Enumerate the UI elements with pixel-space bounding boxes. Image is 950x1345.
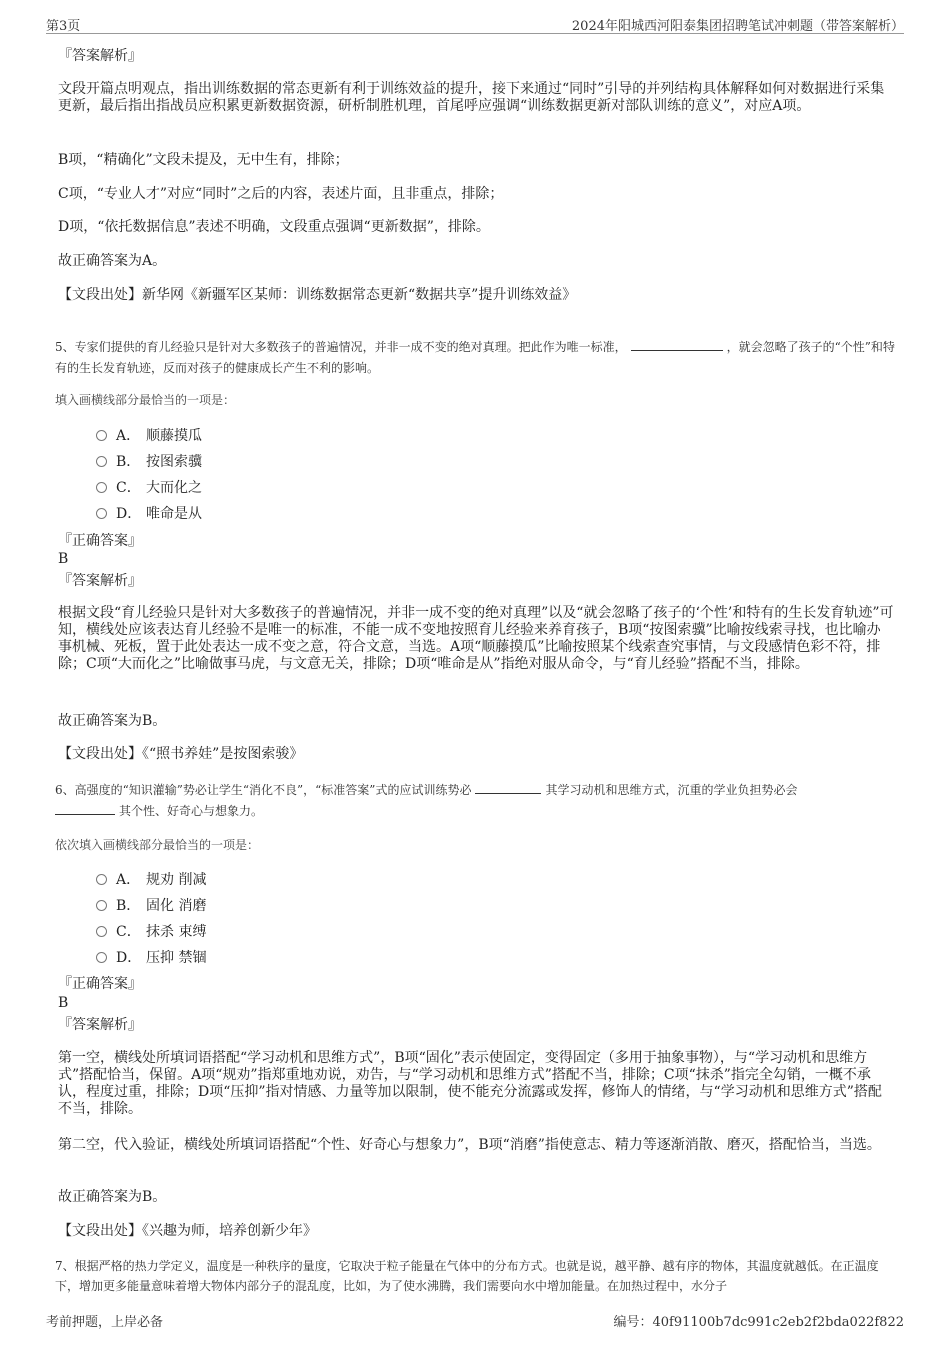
answer-conclusion: 故正确答案为B。	[58, 713, 167, 729]
answer-analysis-label: 『答案解析』	[58, 573, 142, 589]
option-a[interactable]: A． 顺藤摸瓜	[96, 427, 202, 445]
source-citation: 【文段出处】《“照书养娃”是按图索骏》	[58, 746, 304, 762]
fill-blank	[475, 781, 541, 794]
radio-icon[interactable]	[96, 874, 107, 885]
question-5-stem: 5、专家们提供的育儿经验只是针对大多数孩子的普遍情况，并非一成不变的绝对真理。把此作为唯一标准， ，就会忽略了孩子的“个性”和特有的生长发育轨迹，反而对孩子的健康成长产生不利的影响。	[55, 340, 895, 375]
analysis-paragraph: 第一空，横线处所填词语搭配“学习动机和思维方式”，B项“固化”表示使固定，变得固定（多用于抽象事物），与“学习动机和思维方式”搭配恰当，保留。A项“规劝”指郑重地劝说，劝告，与“学习动机和思维方式”搭配不当，排除；C项“抹杀”指完全勾销，一概不承认，程度过重，排除；D项“压抑”指对情感、力量等加以限制，使不能充分流露或发挥，修饰人的情绪，与“学习动机和思维方式”搭配不当，排除。	[58, 1050, 882, 1117]
footer-slogan: 考前押题，上岸必备	[46, 1315, 164, 1330]
question-instruction: 依次填入画横线部分最恰当的一项是：	[55, 838, 260, 852]
correct-answer-value: B	[58, 995, 69, 1011]
source-citation: 【文段出处】新华网《新疆军区某师：训练数据常态更新“数据共享”提升训练效益》	[58, 287, 577, 303]
option-c[interactable]: C． 抹杀 束缚	[96, 923, 206, 941]
option-a[interactable]: A． 规劝 削减	[96, 871, 206, 889]
option-d[interactable]: D． 唯命是从	[96, 505, 202, 523]
answer-conclusion: 故正确答案为B。	[58, 1189, 167, 1205]
option-c[interactable]: C． 大而化之	[96, 479, 202, 497]
analysis-paragraph: D项，“依托数据信息”表述不明确，文段重点强调“更新数据”，排除。	[58, 219, 490, 235]
correct-answer-label: 『正确答案』	[58, 533, 142, 549]
correct-answer-label: 『正确答案』	[58, 976, 142, 992]
analysis-paragraph: 第二空，代入验证，横线处所填词语搭配“个性、好奇心与想象力”，B项“消磨”指使意志、精力等逐渐消散、磨灭，搭配恰当，当选。	[58, 1137, 881, 1153]
radio-icon[interactable]	[96, 482, 107, 493]
analysis-paragraph: 文段开篇点明观点，指出训练数据的常态更新有利于训练效益的提升，接下来通过“同时”引导的并列结构具体解释如何对数据进行采集更新，最后指出指战员应积累更新数据资源，研析制胜机理，首尾呼应强调“训练数据更新对部队训练的意义”，对应A项。	[58, 81, 885, 114]
question-6-stem: 6、高强度的“知识灌输”势必让学生“消化不良”，“标准答案”式的应试训练势必 其学习动机和思维方式，沉重的学业负担势必会 其个性、好奇心与想象力。	[55, 783, 798, 818]
question-instruction: 填入画横线部分最恰当的一项是：	[55, 393, 236, 407]
document-title: 2024年阳城西河阳泰集团招聘笔试冲刺题（带答案解析）	[571, 19, 904, 34]
radio-icon[interactable]	[96, 456, 107, 467]
answer-conclusion: 故正确答案为A。	[58, 253, 167, 269]
analysis-paragraph: B项，“精确化”文段未提及，无中生有，排除；	[58, 152, 349, 168]
fill-blank	[55, 802, 115, 815]
option-b[interactable]: B． 按图索骥	[96, 453, 202, 471]
analysis-paragraph: 根据文段“育儿经验只是针对大多数孩子的普遍情况，并非一成不变的绝对真理”以及“就会忽略了孩子的‘个性’和特有的生长发育轨迹”可知，横线处应该表达育儿经验不是唯一的标准，不能一成不变地按照育儿经验来养育孩子，B项“按图索骥”比喻按线索寻找，也比喻办事机械、死板，置于此处表达一成不变之意，符合文意，当选。A项“顺藤摸瓜”比喻按照某个线索查究事情，与文段感情色彩不符，排除；C项“大而化之”比喻做事马虎，与文意无关，排除；D项“唯命是从”指绝对服从命令，与“育儿经验”搭配不当，排除。	[58, 605, 894, 672]
option-b[interactable]: B． 固化 消磨	[96, 897, 206, 915]
page-header	[46, 13, 904, 34]
option-d[interactable]: D． 压抑 禁锢	[96, 949, 206, 967]
question-7-stem: 7、根据严格的热力学定义，温度是一种秩序的量度，它取决于粒子能量在气体中的分布方式。也就是说，越平静、越有序的物体，其温度就越低。在正温度下，增加更多能量意味着增大物体内部分子的混乱度，比如，为了使水沸腾，我们需要向水中增加能量。在加热过程中，水分子	[55, 1259, 879, 1293]
radio-icon[interactable]	[96, 926, 107, 937]
radio-icon[interactable]	[96, 430, 107, 441]
source-citation: 【文段出处】《兴趣为师，培养创新少年》	[58, 1223, 317, 1239]
correct-answer-value: B	[58, 551, 69, 567]
radio-icon[interactable]	[96, 900, 107, 911]
analysis-paragraph: C项，“专业人才”对应“同时”之后的内容，表述片面，且非重点，排除；	[58, 186, 504, 202]
answer-analysis-label: 『答案解析』	[58, 1017, 142, 1033]
fill-blank	[631, 338, 723, 351]
radio-icon[interactable]	[96, 508, 107, 519]
radio-icon[interactable]	[96, 952, 107, 963]
page-number: 第3页	[46, 19, 81, 34]
answer-analysis-label: 『答案解析』	[58, 48, 142, 64]
document-id: 编号：40f91100b7dc991c2eb2f2bda022f822	[613, 1315, 904, 1330]
